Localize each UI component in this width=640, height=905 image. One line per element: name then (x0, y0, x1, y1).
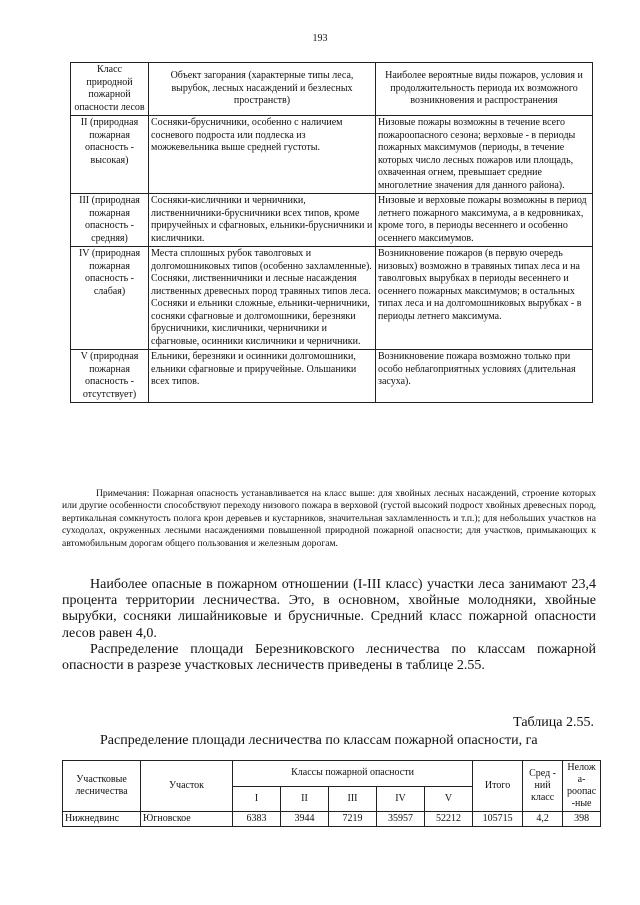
class-cell: II (природная пожарная опасность - высокая) (71, 116, 149, 194)
header-class-4: IV (377, 786, 425, 812)
class-4-cell: 35957 (377, 812, 425, 827)
class-cell: IV (природная пожарная опасность - слабая) (71, 247, 149, 350)
notes-text: Примечания: Пожарная опасность устанавливается на класс выше: для хвойных лесных насаждений, строение которых или другие особенности способствуют переходу низового пожара в верховой (густой высокий подрост хвойных древесных пород, вертикальная сомкнутость полога крон деревьев и кустарников, значительная захламленность и т.п.); для небольших участков на суходолах, окруженных лесными насаждениями повышенной природной пожарной опасности; для участков, примыкающих к автомобильным дорогам общего пользования и железным дорогам. (62, 488, 596, 549)
header-total: Итого (473, 761, 523, 812)
header-classes: Классы пожарной опасности (233, 761, 473, 787)
class-cell: V (природная пожарная опасность - отсутствует) (71, 350, 149, 403)
class-2-cell: 3944 (281, 812, 329, 827)
header-forestry: Участковые лесничества (63, 761, 141, 812)
area-by-class-table (62, 760, 601, 827)
forestry-cell: Нижнедвинс (63, 812, 141, 827)
paragraph-text: Наиболее опасные в пожарном отношении (I-III класс) участки леса занимают 23,4 процента территории лесничества. Это, в основном, хвойные молодняки, хвойные вырубки, сосняки лишайниковые и брусничные. Средний класс пожарной опасности лесов равен 4,0. (62, 577, 596, 641)
header-non-fire-hazard: Нелож а- роопас -ные (563, 761, 601, 812)
total-cell: 105715 (473, 812, 523, 827)
object-cell: Сосняки-кисличники и черничники, лиственничники-брусничники всех типов, кроме приручейных и сфагновых, ельники-брусничники и кисличники. (149, 194, 376, 247)
fire-cell: Низовые пожары возможны в течение всего пожароопасного сезона; верховые - в периоды пожарных максимумов (периоды, в течение которых число лесных пожаров или площадь, охваченная огнем, превышает средние многолетние значения для данного района). (376, 116, 593, 194)
paragraph-dangerous-areas (62, 577, 596, 642)
table-header-row (71, 63, 593, 116)
non-fire-hazard-cell: 398 (563, 812, 601, 827)
table-row (71, 350, 593, 403)
table-row (71, 247, 593, 350)
object-cell: Сосняки-брусничники, особенно с наличием сосневого подроста или подлеска из можжевельника выше средней густоты. (149, 116, 376, 194)
header-class: Класс природной пожарной опасности лесов (71, 63, 149, 116)
header-class-3: III (329, 786, 377, 812)
fire-cell: Возникновение пожаров (в первую очередь низовых) возможно в травяных типах леса и на таволговых вырубках в периоды весеннего и осеннего пожарных максимумов; в остальных типах леса и на долгомошниковых вырубках - в периоды летнего максимума. (376, 247, 593, 350)
table-row (71, 194, 593, 247)
object-cell: Места сплошных рубок таволговых и долгомошниковых типов (особенно захламленные). Сосняки, лиственничники и лесные насаждения лиственных древесных пород травяных типов леса. Сосняки и ельники сложные, ельники-черничники, сосняки сфагновые и долгомошники, березняки брусничники, кисличники, черничники и сфагновые, осинники кисличники и черничники. (149, 247, 376, 350)
fire-danger-class-table (70, 62, 593, 403)
header-class-1: I (233, 786, 281, 812)
table-notes (62, 488, 596, 550)
object-cell: Ельники, березняки и осинники долгомошники, ельники сфагновые и приручейные. Ольшаники всех типов. (149, 350, 376, 403)
header-section: Участок (141, 761, 233, 812)
section-cell: Югновское (141, 812, 233, 827)
table-caption: Таблица 2.55. (513, 715, 594, 730)
table-row (71, 116, 593, 194)
header-object: Объект загорания (характерные типы леса, вырубок, лесных насаждений и безлесных пространств) (149, 63, 376, 116)
paragraph-text: Распределение площади Березниковского лесничества по классам пожарной опасности в разрезе участковых лесничеств приведены в таблице 2.55. (62, 642, 596, 674)
fire-cell: Возникновение пожара возможно только при особо неблагоприятных условиях (длительная засуха). (376, 350, 593, 403)
table-title: Распределение площади лесничества по классам пожарной опасности, га (100, 733, 538, 748)
header-class-2: II (281, 786, 329, 812)
page-number: 193 (312, 33, 328, 44)
header-class-5: V (425, 786, 473, 812)
header-average-class: Сред - ний класс (523, 761, 563, 812)
table-row (63, 812, 601, 827)
class-cell: III (природная пожарная опасность - средняя) (71, 194, 149, 247)
header-fire-types: Наиболее вероятные виды пожаров, условия и продолжительность периода их возможного возникновения и распространения (376, 63, 593, 116)
class-5-cell: 52212 (425, 812, 473, 827)
average-class-cell: 4,2 (523, 812, 563, 827)
table-header-row (63, 761, 601, 787)
paragraph-distribution (62, 642, 596, 674)
class-1-cell: 6383 (233, 812, 281, 827)
class-3-cell: 7219 (329, 812, 377, 827)
fire-cell: Низовые и верховые пожары возможны в период летнего пожарного максимума, а в кедровниках, кроме того, в периоды весеннего и особенно осеннего максимумов. (376, 194, 593, 247)
